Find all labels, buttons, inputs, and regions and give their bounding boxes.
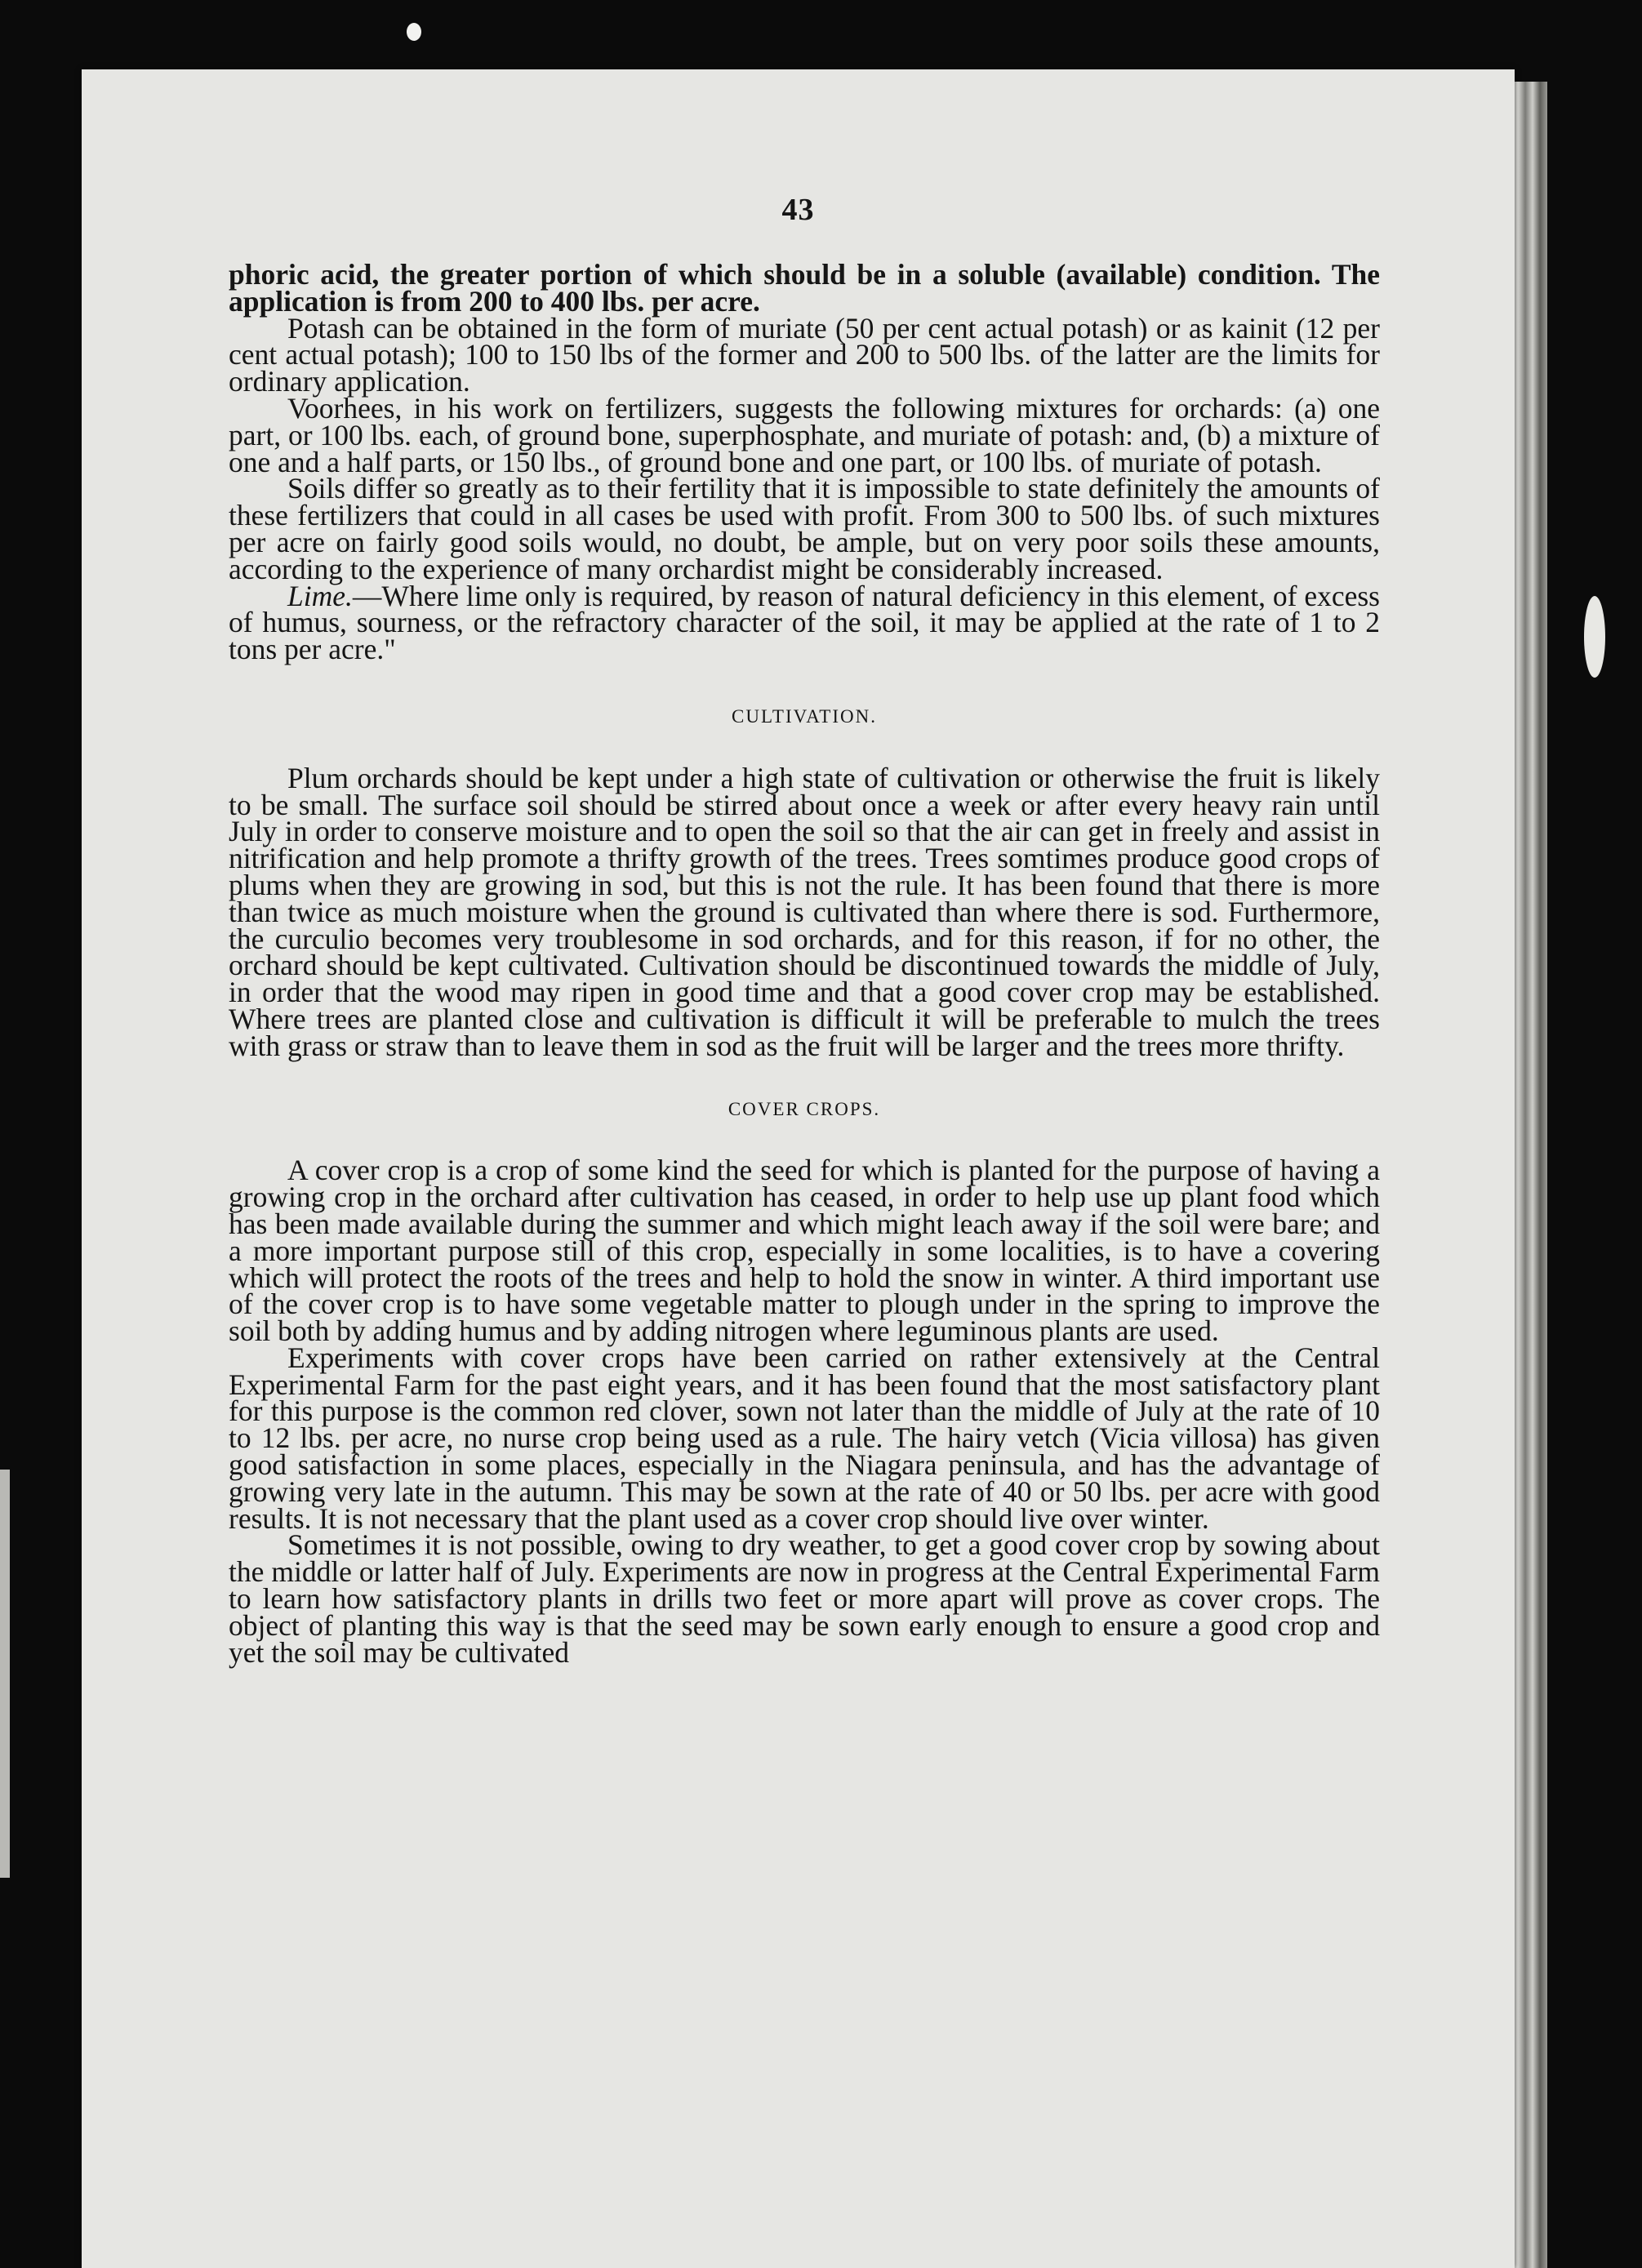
page-edge-left: [0, 1470, 10, 1878]
lime-lead: Lime.: [287, 579, 353, 612]
paragraph-cover-crop-experiments: Experiments with cover crops have been carried on rather extensively at the Central Experimental Farm for the past eight years, and it has been found that the most satisfactory plant for this purpose is the common red clover, sown not later than the middle of July at the rate of 10 to 12 lbs. per acre, no nurse crop being used as a rule. The hairy vetch (Vicia villosa) has given good satisfaction in some places, especially in the Niagara peninsula, and has the advantage of growing very late in the autumn. This may be sown at the rate of 40 or 50 lbs. per acre with good results. It is not necessary that the plant used as a cover crop should live over winter.: [229, 1341, 1380, 1535]
paragraph-phosphoric-acid: phoric acid, the greater portion of which should be in a soluble (available) condition. The application is from 200 to 400 lbs. per acre.: [229, 258, 1380, 318]
paragraph-voorhees: Voorhees, in his work on fertilizers, suggests the following mixtures for orchards: (a) one part, or 100 lbs. each, of ground bone, superphosphate, and muriate of potash: and, (b) a mixture of one and a half parts, or 150 lbs., of ground bone and one part, or 100 lbs. of muriate of potash.: [229, 391, 1380, 478]
edge-blemish-right: [1584, 596, 1605, 678]
paragraph-cover-crop-definition: A cover crop is a crop of some kind the seed for which is planted for the purpose of having a growing crop in the orchard after cultivation has ceased, in order to help use up plant food which has been made available during the summer and which might leach away if the soil were bare; and a more important purpose still of this crop, especially in some localities, is to have a covering which will protect the roots of the trees and help to hold the snow in winter. A third important use of the cover crop is to have some vegetable matter to plough under in the spring to improve the soil both by adding humus and by adding nitrogen where leguminous plants are used.: [229, 1154, 1380, 1348]
paragraph-lime: [229, 579, 1380, 666]
page-edge-right: [1511, 82, 1547, 2268]
lime-text: —Where lime only is required, by reason of natural deficiency in this element, of excess of humus, sourness, or the refractory character of the soil, it may be applied at the rate of 1 to 2 tons per acre.": [229, 579, 1380, 666]
page-number: 43: [781, 193, 815, 227]
paragraph-potash: Potash can be obtained in the form of muriate (50 per cent actual potash) or as kainit (12 per cent actual potash); 100 to 150 lbs of the former and 200 to 500 lbs. of the latter are the limits for ordinary application.: [229, 311, 1380, 398]
book-page: [82, 69, 1515, 2268]
paragraph-cover-crop-drills: Sometimes it is not possible, owing to dry weather, to get a good cover crop by sowing about the middle or latter half of July. Experiments are now in progress at the Central Experimental Farm to learn how satisfactory plants in drills two feet or more apart will prove as cover crops. The object of planting this way is that the seed may be sown early enough to ensure a good crop and yet the soil may be cultivated: [229, 1528, 1380, 1669]
page-body: [229, 258, 1380, 1669]
heading-cultivation: CULTIVATION.: [732, 705, 877, 727]
heading-cover-crops: COVER CROPS.: [728, 1098, 881, 1119]
edge-blemish-top: [407, 23, 421, 41]
paragraph-cultivation: Plum orchards should be kept under a high state of cultivation or otherwise the fruit is likely to be small. The surface soil should be stirred about once a week or after every heavy rain until July in order to conserve moisture and to open the soil so that the air can get in freely and assist in nitrification and help promote a thrifty growth of the trees. Trees somtimes produce good crops of plums when they are growing in sod, but this is not the rule. It has been found that there is more than twice as much moisture when the ground is cultivated than where there is sod. Furthermore, the curculio becomes very troublesome in sod orchards, and for this reason, if for no other, the orchard should be kept cultivated. Cultivation should be discontinued towards the middle of July, in order that the wood may ripen in good time and that a good cover crop may be established. Where trees are planted close and cultivation is difficult it will be preferable to mulch the trees with grass or straw than to leave them in sod as the fruit will be larger and the trees more thrifty.: [229, 761, 1380, 1062]
paragraph-soils: Soils differ so greatly as to their fertility that it is impossible to state definitely the amounts of these fertilizers that could in all cases be used with profit. From 300 to 500 lbs. of such mixtures per acre on fairly good soils would, no doubt, be ample, but on very poor soils these amounts, according to the experience of many orchardist might be considerably increased.: [229, 472, 1380, 585]
